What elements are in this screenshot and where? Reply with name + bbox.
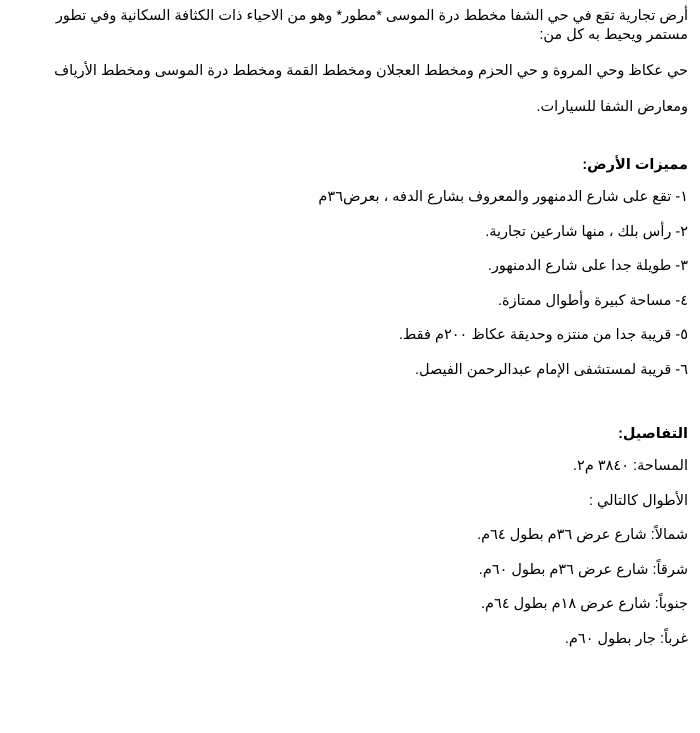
feature-item: ٤- مساحة كبيرة وأطوال ممتازة. — [497, 292, 688, 309]
features-section — [14, 154, 688, 387]
details-section — [14, 423, 688, 656]
intro-line-1: أرض تجارية تقع في حي الشفا مخطط درة الموسى *مطور* وهو من الاحياء ذات الكثافة السكانية وفي تطور — [55, 8, 688, 24]
south-length: جنوباً: شارع عرض ١٨م بطول ٦٤م. — [481, 596, 688, 612]
feature-item: ٦- قريبة لمستشفى الإمام عبدالرحمن الفيصل. — [414, 361, 688, 378]
north-length: شمالاً: شارع عرض ٣٦م بطول ٦٤م. — [477, 527, 688, 543]
intro-line-2: مستمر ويحيط به كل من: — [539, 27, 688, 43]
intro-line-4: ومعارض الشفا للسيارات. — [536, 99, 688, 115]
feature-item: ٣- طويلة جدا على شارع الدمنهور. — [487, 258, 688, 274]
area-value: المساحة: ٣٨٤٠ م٢. — [573, 458, 688, 474]
intro-section — [14, 7, 688, 117]
east-length: شرقاً: شارع عرض ٣٦م بطول ٦٠م. — [478, 561, 688, 578]
features-heading: مميزات الأرض: — [582, 157, 688, 173]
features-list — [14, 180, 688, 387]
details-heading: التفاصيل: — [618, 426, 688, 442]
feature-item: ١- تقع على شارع الدمنهور والمعروف بشارع الدفه ، بعرض٣٦م — [318, 189, 688, 205]
feature-item: ٢- رأس بلك ، منها شارعين تجارية. — [485, 223, 688, 240]
feature-item: ٥- قريبة جدا من منتزه وحديقة عكاظ ٢٠٠م فقط. — [398, 327, 688, 343]
west-length: غرباً: جار بطول ٦٠م. — [564, 630, 688, 647]
lengths-label: الأطوال كالتالي : — [588, 492, 688, 509]
intro-line-3: حي عكاظ وحي المروة و حي الحزم ومخطط العجلان ومخطط القمة ومخطط درة الموسى ومخطط الأرياف — [54, 63, 688, 79]
